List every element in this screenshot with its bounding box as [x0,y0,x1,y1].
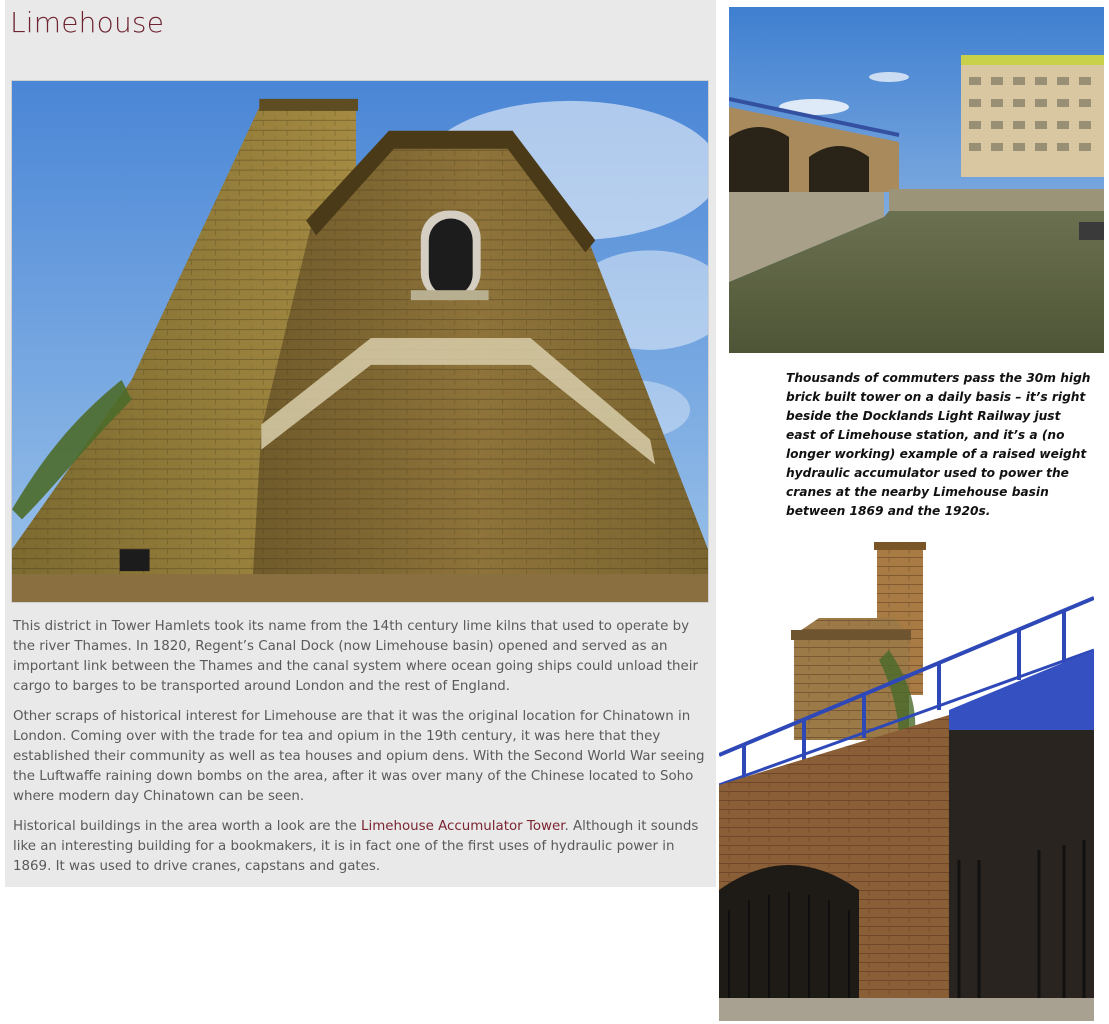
tower-photo [11,80,709,603]
tower-caption: Thousands of commuters pass the 30m high brick built tower on a daily basis – it’s right beside the Docklands Light Railway just east of Limehouse station, and it’s a (no longer working) example of a raised weight hydraulic accumulator used to power the cranes at the nearby Limehouse basin between 1869 and the 1920s. [786,371,1091,518]
accumulator-tower-photo [719,540,1094,1021]
limehouse-accumulator-tower-link[interactable]: Limehouse Accumulator Tower [361,819,565,834]
article-text [13,617,713,887]
page-title: Limehouse [10,6,165,39]
paragraph-3-start: Historical buildings in the area worth a look are the [13,819,362,834]
paragraph-3-end: . Although it sounds like an interesting building for a bookmakers, it is in fact one of the first uses of hydraulic power in 1869. It was used to drive cranes, capstans and gates. [13,819,699,874]
paragraph-1: This district in Tower Hamlets took its name from the 14th century lime kilns that used to operate by the river Thames. In 1820, Regent’s Canal Dock (now Limehouse basin) opened and served as an important link between the Thames and the canal system where ocean going ships could unload their cargo to barges to be transported around London and the rest of England. [13,619,698,694]
paragraph-2: Other scraps of historical interest for Limehouse are that it was the original location for Chinatown in London. Coming over with the trade for tea and opium in the 19th century, it was here that they established their community as well as tea houses and opium dens. With the Second World War seeing the Luftwaffe raining down bombs on the area, after it was over many of the Chinese located to Soho where modern day Chinatown can be seen. [13,709,705,804]
paragraph-3 [13,817,713,877]
limehouse-basin-photo [729,7,1104,353]
